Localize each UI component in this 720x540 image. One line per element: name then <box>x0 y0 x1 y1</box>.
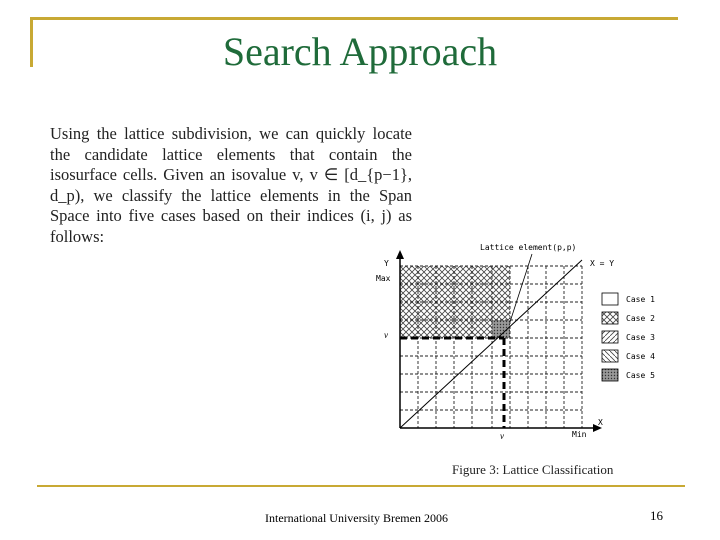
body-paragraph-text: Using the lattice subdivision, we can quickly locate the candidate lattice elements that contain the isosurface cells. Given an isovalue v, v ∈ [d_{p−1}, d_p), we classify the lattice elements in the Span Space into five cases based on their indices (i, j) as follows: <box>50 124 412 246</box>
legend-label-case3: Case 3 <box>626 333 655 342</box>
lattice-element-label: Lattice element(p,p) <box>480 243 577 252</box>
legend-swatch-case4 <box>602 350 618 362</box>
x-min-label: Min <box>572 430 587 439</box>
frame-top-border <box>30 17 678 20</box>
legend-swatch-case3 <box>602 331 618 343</box>
footer-text: International University Bremen 2006 <box>265 511 448 525</box>
diagonal-label: X = Y <box>590 259 615 268</box>
v-label-y: v <box>384 330 388 340</box>
y-axis-arrow <box>396 250 404 259</box>
slide-title: Search Approach <box>222 29 498 74</box>
legend-label-case5: Case 5 <box>626 371 655 380</box>
legend-swatch-case2 <box>602 312 618 324</box>
legend-swatch-case1 <box>602 293 618 305</box>
v-label-x: v <box>500 431 504 441</box>
legend-label-case1: Case 1 <box>626 295 655 304</box>
frame-bottom-border <box>37 485 685 487</box>
body-paragraph <box>50 124 412 247</box>
legend-label-case4: Case 4 <box>626 352 655 361</box>
legend-swatch-case5 <box>602 369 618 381</box>
legend <box>602 293 655 381</box>
lattice-pointer-line <box>510 254 532 322</box>
lattice-figure <box>370 236 670 482</box>
y-max-label: Max <box>376 274 391 283</box>
figure-caption: Figure 3: Lattice Classification <box>452 462 614 477</box>
page-number: 16 <box>650 508 663 523</box>
legend-label-case2: Case 2 <box>626 314 655 323</box>
y-axis-label: Y <box>384 259 389 268</box>
x-axis-label: X <box>598 418 603 427</box>
